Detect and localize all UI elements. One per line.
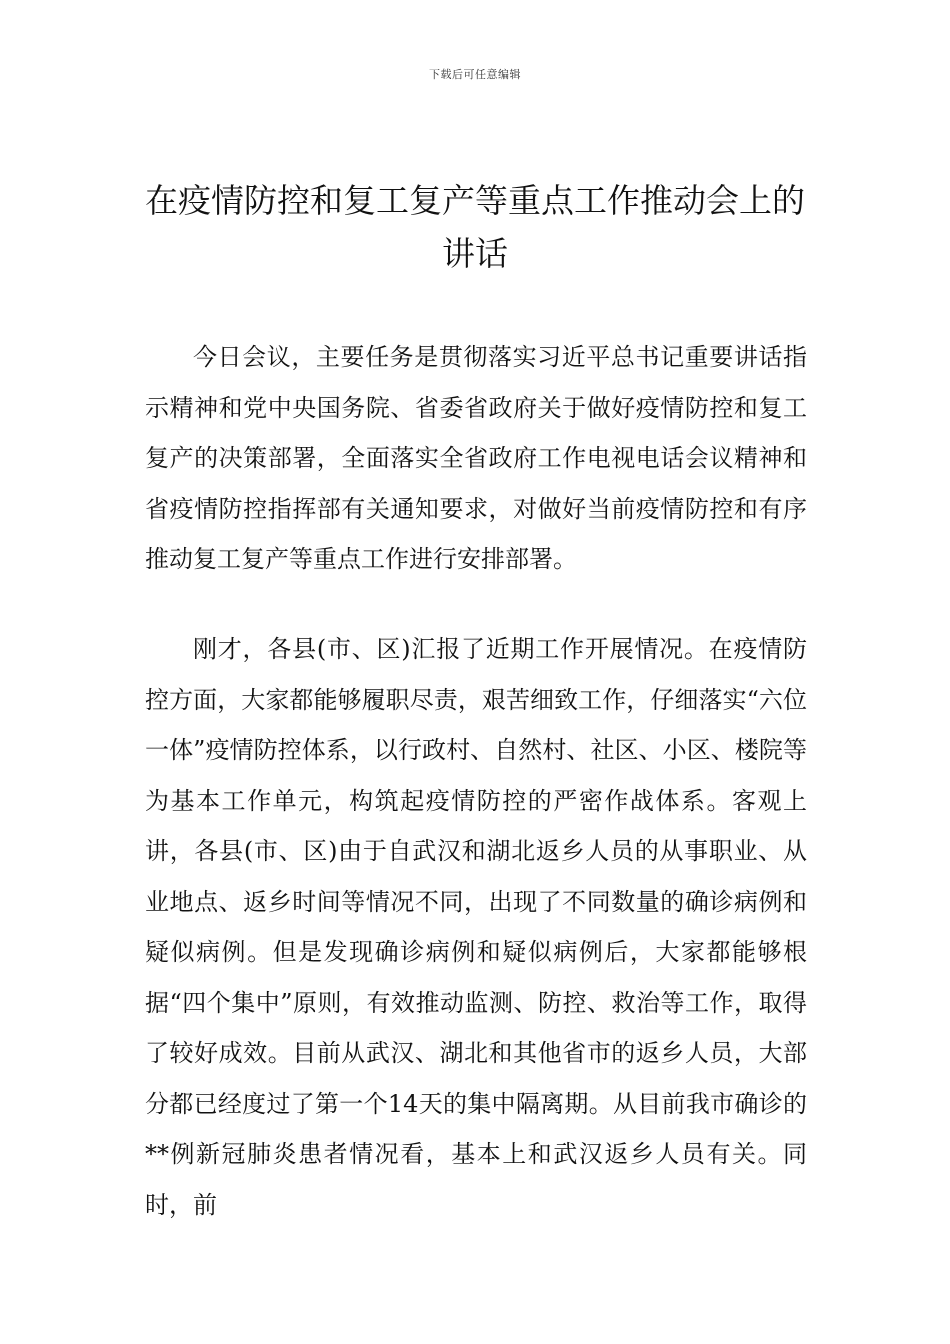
- header-note: 下载后可任意编辑: [429, 68, 521, 81]
- document-title: 在疫情防控和复工复产等重点工作推动会上的讲话: [145, 181, 805, 273]
- paragraph-1: 今日会议，主要任务是贯彻落实习近平总书记重要讲话指示精神和党中央国务院、省委省政府关于做好疫情防控和复工复产的决策部署，全面落实全省政府工作电视电话会议精神和省疫情防控指挥部有关通知要求，对做好当前疫情防控和有序推动复工复产等重点工作进行安排部署。: [145, 343, 807, 573]
- paragraph-2: 刚才，各县(市、区)汇报了近期工作开展情况。在疫情防控方面，大家都能够履职尽责，艰苦细致工作，仔细落实“六位一体”疫情防控体系，以行政村、自然村、社区、小区、楼院等为基本工作单元，构筑起疫情防控的严密作战体系。客观上讲，各县(市、区)由于自武汉和湖北返乡人员的从事职业、从业地点、返乡时间等情况不同，出现了不同数量的确诊病例和疑似病例。但是发现确诊病例和疑似病例后，大家都能够根据“四个集中”原则，有效推动监测、防控、救治等工作，取得了较好成效。目前从武汉、湖北和其他省市的返乡人员，大部分都已经度过了第一个14天的集中隔离期。从目前我市确诊的**例新冠肺炎患者情况看，基本上和武汉返乡人员有关。同时，前: [145, 635, 807, 1219]
